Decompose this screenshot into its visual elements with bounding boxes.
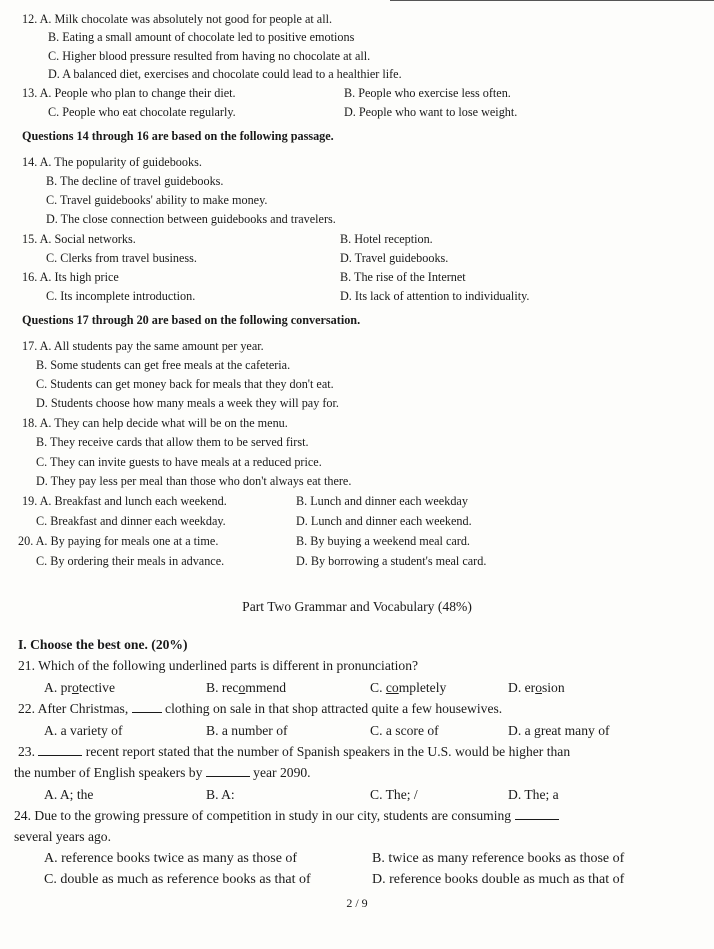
- q14-b: B. The decline of travel guidebooks.: [46, 174, 224, 188]
- q12-c: C. Higher blood pressure resulted from having no chocolate at all.: [48, 49, 371, 63]
- q22-a: A. a variety of: [44, 723, 123, 738]
- q20-c: C. By ordering their meals in advance.: [36, 554, 225, 568]
- q13-d: D. People who want to lose weight.: [344, 105, 518, 119]
- q22-stem: 22. After Christmas, clothing on sale in that shop attracted quite a few housewives.: [18, 701, 503, 716]
- q18-d: D. They pay less per meal than those who don't always eat there.: [36, 474, 352, 488]
- q15-d: D. Travel guidebooks.: [340, 251, 449, 265]
- page-number: 2 / 9: [346, 896, 368, 910]
- q16-b: B. The rise of the Internet: [340, 270, 466, 284]
- q16-c: C. Its incomplete introduction.: [46, 289, 196, 303]
- q21-stem: 21. Which of the following underlined parts is different in pronunciation?: [18, 658, 419, 673]
- q21-c: C. completely: [370, 680, 447, 695]
- q23-a: A. A; the: [44, 787, 94, 802]
- q20-a: 20. A. By paying for meals one at a time.: [18, 534, 219, 548]
- q14-c: C. Travel guidebooks' ability to make money.: [46, 193, 268, 207]
- q18-a: 18. A. They can help decide what will be on the menu.: [22, 416, 288, 430]
- q23-stem-1: 23. recent report stated that the number of Spanish speakers in the U.S. would be higher than: [18, 744, 571, 759]
- q13-b: B. People who exercise less often.: [344, 86, 511, 100]
- q24-b: B. twice as many reference books as those of: [372, 851, 625, 866]
- q21-b: B. recommend: [206, 680, 287, 695]
- q24-d: D. reference books double as much as that of: [372, 872, 625, 887]
- q17-d: D. Students choose how many meals a week they will pay for.: [36, 396, 339, 410]
- q19-a: 19. A. Breakfast and lunch each weekend.: [22, 494, 227, 508]
- q24-stem-2: several years ago.: [14, 829, 111, 844]
- section-i-heading: I. Choose the best one. (20%): [18, 637, 188, 652]
- q14-a: 14. A. The popularity of guidebooks.: [22, 155, 202, 169]
- q23-d: D. The; a: [508, 787, 559, 802]
- q20-d: D. By borrowing a student's meal card.: [296, 554, 487, 568]
- q14-d: D. The close connection between guidebooks and travelers.: [46, 212, 336, 226]
- q19-b: B. Lunch and dinner each weekday: [296, 494, 468, 508]
- q21-d: D. erosion: [508, 680, 565, 695]
- q23-stem-2: the number of English speakers by year 2090.: [14, 765, 311, 780]
- q12-d: D. A balanced diet, exercises and chocolate could lead to a healthier life.: [48, 67, 402, 81]
- q22-c: C. a score of: [370, 723, 439, 738]
- q17-a: 17. A. All students pay the same amount per year.: [22, 339, 264, 353]
- q22-d: D. a great many of: [508, 723, 610, 738]
- q17-c: C. Students can get money back for meals that they don't eat.: [36, 377, 334, 391]
- section-header-17-20: Questions 17 through 20 are based on the following conversation.: [22, 313, 361, 327]
- q18-c: C. They can invite guests to have meals at a reduced price.: [36, 455, 322, 469]
- q12-b: B. Eating a small amount of chocolate led to positive emotions: [48, 30, 355, 44]
- q22-b: B. a number of: [206, 723, 288, 738]
- q13-c: C. People who eat chocolate regularly.: [48, 105, 236, 119]
- q23-c: C. The; /: [370, 787, 418, 802]
- q20-b: B. By buying a weekend meal card.: [296, 534, 470, 548]
- q24-stem-1: 24. Due to the growing pressure of competition in study in our city, students are consuming: [14, 807, 559, 824]
- section-header-14-16: Questions 14 through 16 are based on the following passage.: [22, 129, 334, 143]
- q19-c: C. Breakfast and dinner each weekday.: [36, 514, 226, 528]
- q15-c: C. Clerks from travel business.: [46, 251, 197, 265]
- q21-a: A. protective: [44, 680, 115, 695]
- q23-b: B. A:: [206, 787, 235, 802]
- top-rule: [390, 0, 714, 1]
- q12-a: 12. A. Milk chocolate was absolutely not good for people at all.: [22, 12, 333, 26]
- q18-b: B. They receive cards that allow them to be served first.: [36, 435, 309, 449]
- part-two-heading: Part Two Grammar and Vocabulary (48%): [242, 599, 472, 614]
- q16-d: D. Its lack of attention to individuality.: [340, 289, 530, 303]
- q16-a: 16. A. Its high price: [22, 270, 119, 284]
- q15-b: B. Hotel reception.: [340, 232, 433, 246]
- q19-d: D. Lunch and dinner each weekend.: [296, 514, 472, 528]
- q24-c: C. double as much as reference books as that of: [44, 872, 311, 887]
- q24-a: A. reference books twice as many as those of: [44, 851, 298, 866]
- q15-a: 15. A. Social networks.: [22, 232, 136, 246]
- q13-a: 13. A. People who plan to change their diet.: [22, 86, 236, 100]
- q17-b: B. Some students can get free meals at the cafeteria.: [36, 358, 291, 372]
